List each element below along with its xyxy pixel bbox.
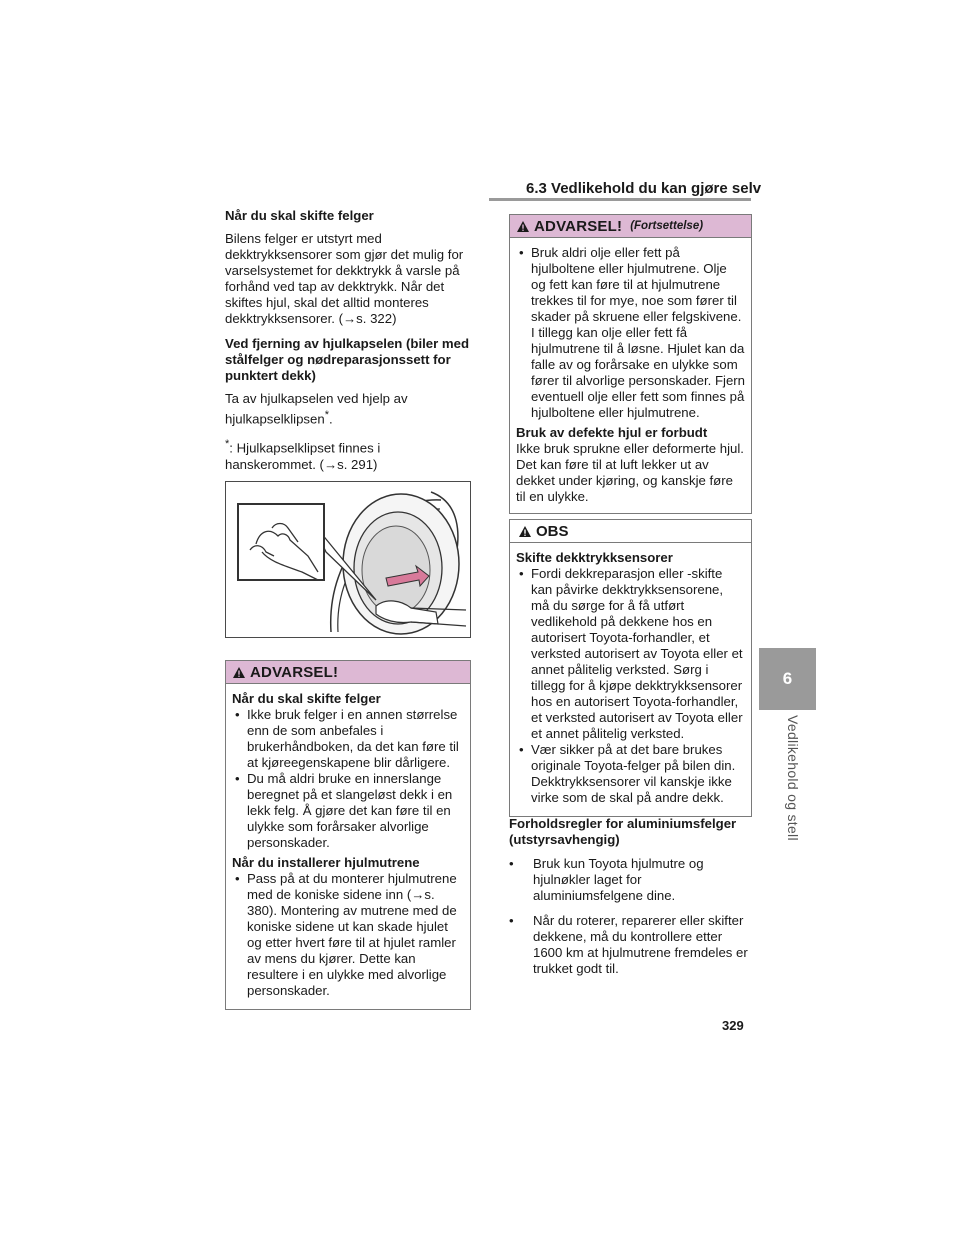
page-number: 329	[722, 1018, 744, 1033]
warning-triangle-icon	[516, 220, 530, 233]
caution-triangle-icon	[518, 525, 532, 538]
paragraph-hubcap	[225, 391, 470, 427]
warning-paragraph-defective: Ikke bruk sprukne eller deformerte hjul. Det kan føre til at luft lekker ut av dekket under kjøring, og kanskje føre til en ulykke.	[516, 441, 744, 504]
left-column	[225, 208, 470, 482]
hubcap-text: Ta av hjulkapselen ved hjelp av hjulkapselklipsen	[225, 391, 408, 427]
caution-header	[510, 520, 751, 543]
warning-title: ADVARSEL!	[250, 663, 339, 681]
list-item: • Bruk aldri olje eller fett på hjulboltene eller hjulmutrene. Olje og fett kan føre til at hjulmutrene trekkes til for mye, noe som fører til skader på skruene eller felgskivene. I tillegg kan olje eller fett få hjulmutrene til å løsne. Hjulet kan da falle av og forårsake en ulykke som fører til alvorlige personskader. Fjern eventuell olje eller fett som finnes på hjulboltene eller hjulmutrene.	[516, 245, 745, 421]
footnote-mark: *	[225, 438, 230, 451]
caution-box	[509, 519, 752, 817]
warning-box-continued	[509, 214, 752, 514]
hubcap-text-end: .	[328, 411, 333, 427]
caution-subheading: Skifte dekktrykksensorer	[516, 550, 673, 565]
chapter-number: 6	[782, 669, 793, 688]
aluminium-rims-section	[509, 816, 749, 986]
hubcap-clip-drawing	[226, 482, 470, 637]
warning-list-oil	[516, 245, 745, 421]
list-item: • Fordi dekkreparasjon eller -skifte kan påvirke dekktrykksensorene, må du sørge for å få utført vedlikehold på dekkene hos en autorisert Toyota-forhandler, et verksted autorisert av Toyota eller et annet pålitelig verksted. Sørg i tillegg for å kjøpe dekktrykksensorer hos en autorisert Toyota-forhandler, et verksted autorisert av Toyota eller et annet pålitelig verksted.	[516, 566, 745, 742]
list-item: • Vær sikker på at det bare brukes originale Toyota-felger på bilen din. Dekktrykksensorer vil kanskje ikke virke som de skal på andre dekk.	[516, 742, 745, 806]
section-header: 6.3 Vedlikehold du kan gjøre selv	[526, 180, 762, 197]
warning-subheading-defective: Bruk av defekte hjul er forbudt	[516, 425, 708, 440]
list-item: • Pass på at du monterer hjulmutrene med de koniske sidene inn (→s. 380). Montering av mutrene med de koniske sidene ut kan skade hjulet og etter hvert føre til at hjulet ramler av mens du kjører. Dette kan resultere i en ulykke med alvorlige personskader.	[232, 871, 464, 999]
chapter-title: Vedlikehold og stell	[785, 715, 801, 841]
warning-list-nuts	[232, 871, 464, 999]
warning-header	[226, 661, 470, 684]
warning-subheading-nuts: Når du installerer hjulmutrene	[232, 855, 420, 870]
footnote-text: : Hjulkapselklipset finnes i hanskerommet. (→s. 291)	[225, 440, 381, 472]
warning-continued-label: (Fortsettelse)	[630, 220, 704, 232]
list-item: • Når du roterer, reparerer eller skifter dekkene, må du kontrollere etter 1600 km at hjulmutrene fremdeles er trukket godt til.	[509, 913, 749, 977]
heading-aluminium-rims: Forholdsregler for aluminiumsfelger (utstyrsavhengig)	[509, 816, 737, 847]
footnote-ref: *	[324, 409, 329, 421]
list-item: • Du må aldri bruke en innerslange beregnet på et slangeløst dekk i en lekk felg. Å gjøre det kan føre til en ulykke som forårsaker alvorlige personskader.	[232, 771, 464, 851]
list-item: • Ikke bruk felger i en annen størrelse enn de som anbefales i brukerhåndboken, da det kan føre til at kjøreegenskapene blir dårligere.	[232, 707, 464, 771]
warning-subheading-rims: Når du skal skifte felger	[232, 691, 381, 706]
heading-hubcap-removal: Ved fjerning av hjulkapselen (biler med stålfelger og nødreparasjonssett for punktert dekk)	[225, 336, 470, 383]
header-rule	[489, 198, 751, 201]
heading-changing-rims: Når du skal skifte felger	[225, 208, 374, 223]
caution-title: OBS	[536, 522, 569, 540]
hubcap-removal-illustration	[225, 481, 471, 638]
warning-triangle-icon	[232, 666, 246, 679]
chapter-tab	[759, 648, 816, 710]
warning-header-continued	[510, 215, 751, 238]
paragraph-sensors: Bilens felger er utstyrt med dekktrykksensorer som gjør det mulig for varselsystemet for dekktrykk å varsle på forhånd ved tap av dekktrykk. Når det skiftes hjul, skal det alltid monteres dekktrykksensorer. (→s. 322)	[225, 231, 464, 326]
aluminium-rims-list	[509, 856, 749, 977]
warning-body	[226, 684, 470, 1009]
caution-list	[516, 566, 745, 806]
warning-list-rims	[232, 707, 464, 851]
caution-body	[510, 543, 751, 816]
warning-body-continued	[510, 238, 751, 513]
footnote	[225, 436, 470, 472]
list-item: • Bruk kun Toyota hjulmutre og hjulnøkler laget for aluminiumsfelgene dine.	[509, 856, 749, 904]
warning-box-rims	[225, 660, 471, 1010]
warning-title: ADVARSEL!	[534, 217, 623, 235]
